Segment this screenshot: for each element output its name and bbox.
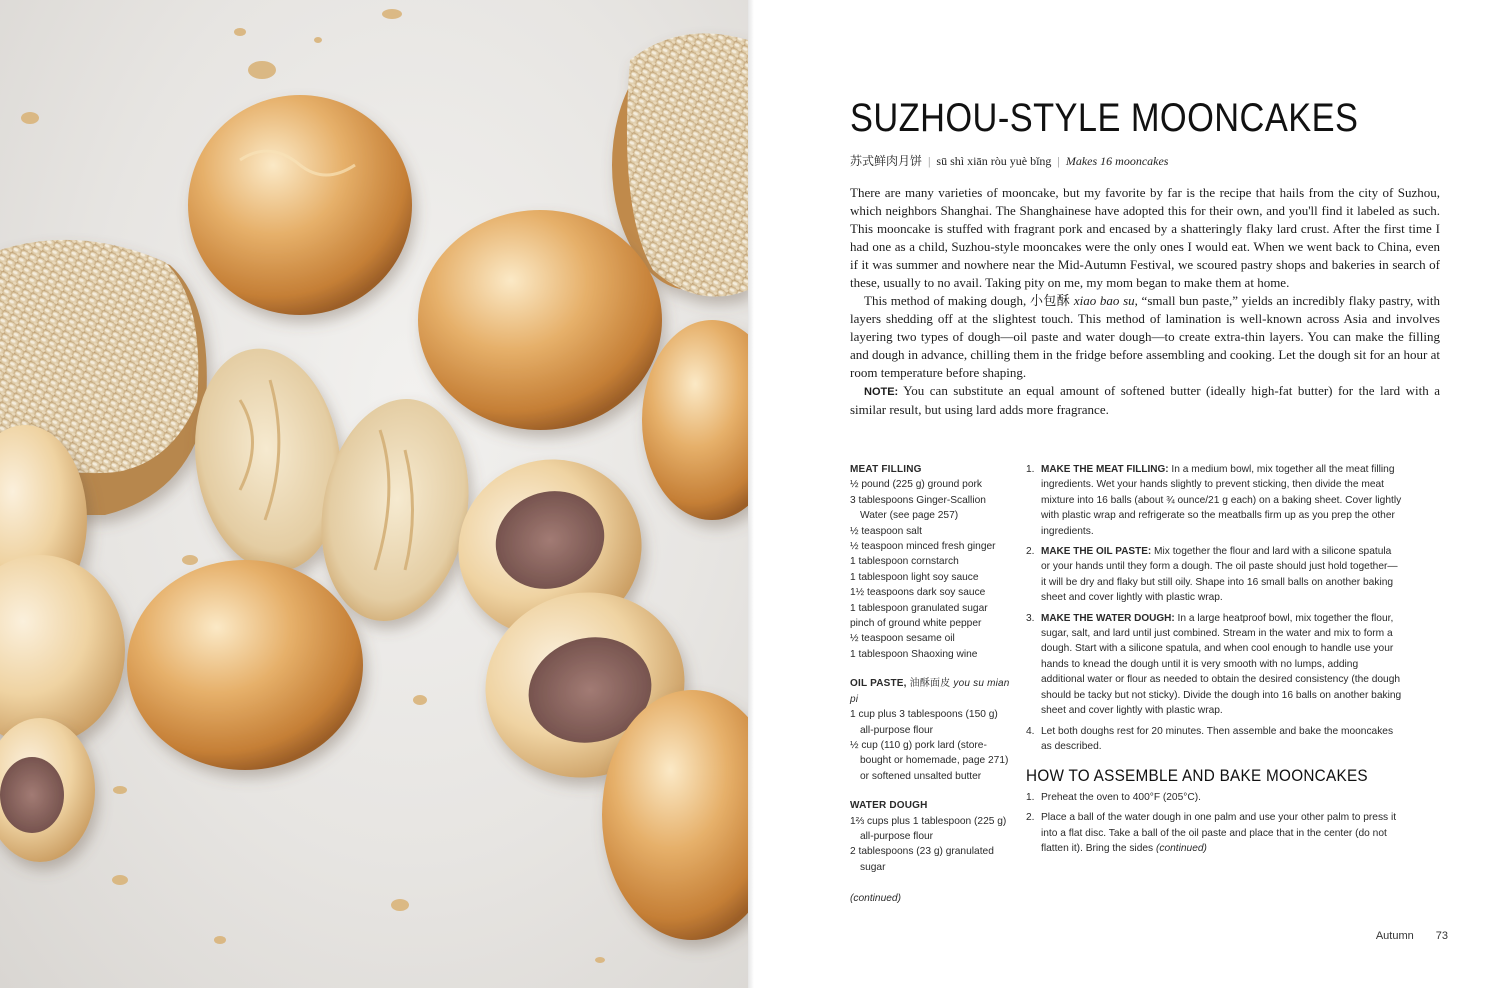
ingredient-item: 1 tablespoon granulated sugar	[850, 602, 988, 614]
step-label: MAKE THE MEAT FILLING:	[1041, 464, 1169, 475]
ingredient-heading-text: OIL PASTE,	[850, 678, 907, 690]
recipe-page	[754, 0, 1500, 988]
ingredient-item: ½ cup (110 g) pork lard (store-bought or homemade, page 271) or softened unsalted butter	[850, 739, 1009, 782]
ingredient-item: 2 tablespoons (23 g) granulated sugar	[850, 846, 994, 873]
intro-text: This method of making dough,	[864, 293, 1030, 308]
ingredient-heading	[850, 676, 1010, 707]
method-step	[1026, 544, 1402, 606]
intro-chinese: 小包酥	[1029, 293, 1071, 308]
ingredient-item: pinch of ground white pepper	[850, 618, 982, 630]
ingredient-group-water-dough	[850, 798, 1010, 875]
method-step	[1026, 611, 1402, 719]
section-name: Autumn	[1375, 930, 1414, 942]
mooncake-top-center	[188, 95, 412, 315]
intro-paragraph-2	[850, 292, 1440, 382]
intro-note	[850, 382, 1440, 419]
ingredient-item: 1⅔ cups plus 1 tablespoon (225 g) all-purpose flour	[850, 815, 1007, 842]
note-text: You can substitute an equal amount of softened butter (ideally high-fat butter) for the lard with a similar result, but using lard adds more fragrance.	[850, 383, 1440, 417]
ingredient-heading: WATER DOUGH	[850, 800, 928, 812]
ingredient-heading-chinese: 油酥面皮	[909, 678, 951, 690]
separator: |	[928, 154, 931, 168]
step-number: 4.	[1026, 725, 1035, 737]
note-label: NOTE:	[864, 386, 899, 398]
method-step	[1026, 724, 1402, 755]
step-text: Let both doughs rest for 20 minutes. Then assemble and bake the mooncakes as described.	[1041, 725, 1394, 752]
mooncakes-photo	[0, 0, 748, 988]
continued-note: (continued)	[1155, 842, 1207, 854]
ingredient-item: ½ teaspoon minced fresh ginger	[850, 541, 996, 553]
assemble-heading: HOW TO ASSEMBLE AND BAKE MOONCAKES	[1026, 766, 1368, 786]
step-text: Preheat the oven to 400°F (205°C).	[1041, 791, 1201, 803]
recipe-steps	[1026, 462, 1402, 861]
ingredient-item: ½ teaspoon salt	[850, 525, 922, 537]
mooncake-far-right	[642, 320, 748, 520]
recipe-intro	[850, 184, 1440, 419]
mooncake-bottom-center	[127, 560, 363, 770]
step-text: Place a ball of the water dough in one palm and use your other palm to press it into a flat disc. Take a ball of the oil paste and place that in the center (do not flatten it). Bring the sides	[1041, 812, 1397, 854]
ingredient-item: ½ teaspoon sesame oil	[850, 633, 955, 645]
continued-note: (continued)	[850, 893, 901, 905]
recipe-title: SUZHOU-STYLE MOONCAKES	[850, 96, 1359, 140]
ingredient-group-oil-paste	[850, 676, 1010, 784]
step-label: MAKE THE OIL PASTE:	[1041, 546, 1152, 558]
step-number: 1.	[1026, 791, 1035, 803]
chinese-name: 苏式鲜肉月饼	[850, 154, 923, 168]
mooncake-middle-right	[418, 210, 662, 430]
step-text: In a medium bowl, mix together all the meat filling ingredients. Wet your hands slightly to prevent sticking, then divide the meat mixture into 16 balls (about ¾ ounce/21 g each) on a baking sheet. Cover lightly with plastic wrap and refrigerate so the meatballs firm up as you prep the other ingredients.	[1041, 464, 1402, 537]
ingredient-item: 3 tablespoons Ginger-Scallion Water (see page 257)	[850, 494, 986, 522]
ingredient-item: 1 cup plus 3 tablespoons (150 g) all-purpose flour	[850, 709, 998, 736]
recipe-subtitle	[850, 152, 1168, 169]
step-number: 3.	[1026, 612, 1035, 624]
ingredient-heading: MEAT FILLING	[850, 464, 922, 475]
step-text: Mix together the flour and lard with a silicone spatula or your hands until they form a dough. The oil paste should just hold together—it will be dry and flaky but still oily. Shape into 16 small balls on another baking sheet and cover lightly with plastic wrap.	[1041, 546, 1398, 604]
ingredient-item: ½ pound (225 g) ground pork	[850, 479, 982, 491]
mooncakes-illustration	[0, 0, 748, 988]
ingredient-item: 1 tablespoon light soy sauce	[850, 571, 979, 583]
intro-paragraph-1: There are many varieties of mooncake, but my favorite by far is the recipe that hails from the city of Suzhou, which neighbors Shanghai. The Shanghainese have adopted this for their own, and you'll find it labeled as such. This mooncake is stuffed with fragrant pork and encased by a shatteringly flaky lard crust. After the first time I had one as a child, Suzhou-style mooncakes were the only ones I would eat. When we went back to China, even if it was summer and nowhere near the Mid-Autumn Festival, we scoured pastry shops and bakeries in search of these, usually to no avail. Taking pity on me, my mom began to make them at home.	[850, 185, 1440, 290]
ingredient-item: 1½ teaspoons dark soy sauce	[850, 587, 986, 599]
assemble-step	[1026, 810, 1402, 856]
pinyin-name: sū shì xiān ròu yuè bǐng	[936, 154, 1052, 168]
method-step	[1026, 462, 1402, 539]
intro-pinyin: xiao bao su	[1073, 293, 1135, 308]
pork-mooncake-bottom-left	[0, 718, 95, 862]
step-number: 2.	[1026, 546, 1035, 558]
ingredient-item: 1 tablespoon Shaoxing wine	[850, 648, 978, 660]
separator: |	[1057, 154, 1060, 168]
step-number: 2.	[1026, 812, 1035, 824]
ingredient-group-meat-filling	[850, 462, 1010, 662]
ingredient-item: 1 tablespoon cornstarch	[850, 556, 959, 568]
ingredients-list	[850, 462, 1010, 907]
recipe-yield: Makes 16 mooncakes	[1065, 154, 1169, 168]
intro-text: , “small bun paste,” yields an incredibly flaky pastry, with layers shedding off at the slightest touch. This method of lamination is well-known across Asia and involves layering two types of dough—oil paste and water dough—to create extra-thin layers. You can make the filling and dough in advance, chilling them in the fridge before assembling and cooking. Let the dough sit for an hour at room temperature before shaping.	[850, 293, 1440, 380]
page-number: 73	[1435, 930, 1448, 942]
step-label: MAKE THE WATER DOUGH:	[1041, 612, 1175, 624]
page-footer	[1376, 930, 1448, 942]
assemble-step	[1026, 790, 1402, 805]
ingredient-heading-pinyin: you su mian pi	[850, 678, 1010, 705]
step-number: 1.	[1026, 464, 1035, 475]
step-text: In a large heatproof bowl, mix together the flour, sugar, salt, and lard until just combined. Stream in the water and mix to form a dough. Start with a silicone spatula, and when cool enough to handle use your hands to knead the dough until it is very smooth with no lumps, adding additional water or flour as needed to obtain the desired consistency (the dough should be tacky but not sticky). Divide the dough into 16 balls on another baking sheet and cover lightly with plastic wrap.	[1041, 612, 1402, 717]
